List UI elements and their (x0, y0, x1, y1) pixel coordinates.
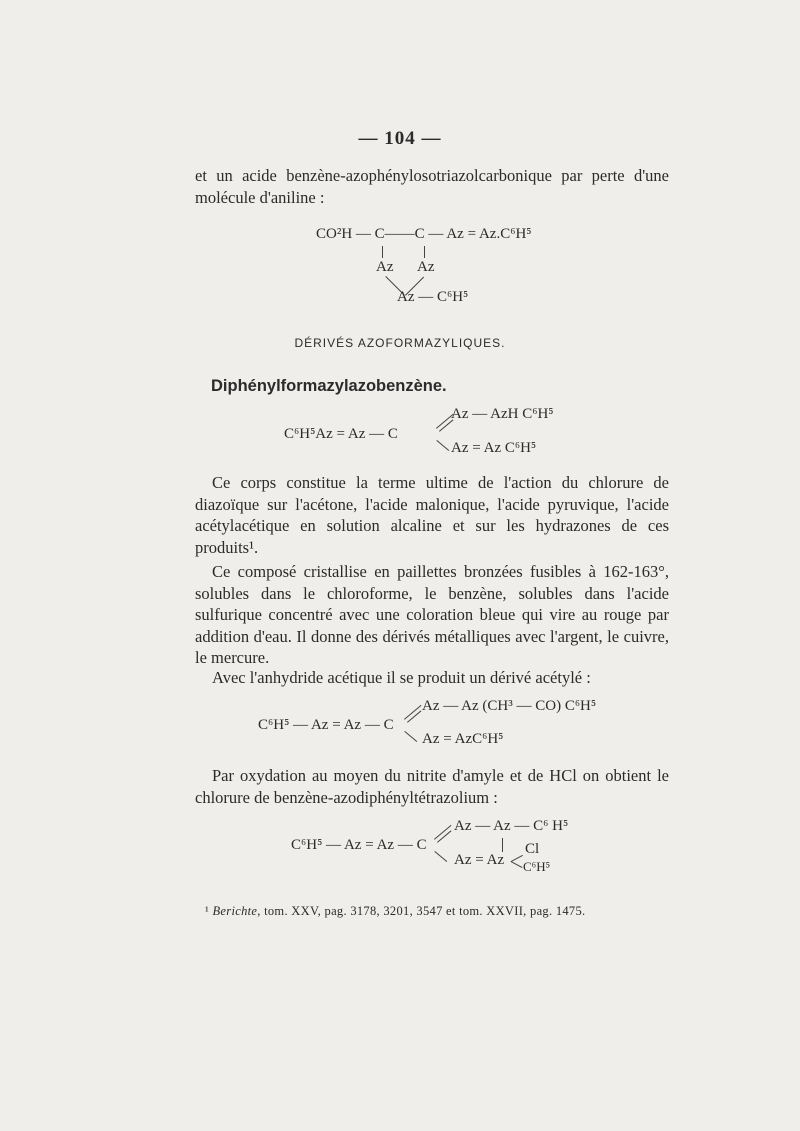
formula3-bottom: Az = AzC⁶H⁵ (422, 731, 504, 747)
bond-line (404, 731, 417, 742)
formula1-az-left: Az (376, 259, 394, 275)
formula2-top: Az — AzH C⁶H⁵ (451, 406, 554, 422)
bond-line (437, 830, 451, 842)
formula4-cl: Cl (525, 841, 540, 857)
compound-title: Diphénylformazylazobenzène. (211, 377, 447, 395)
double-bond-right (424, 246, 426, 258)
formula1-row3: Az — C⁶H⁵ (397, 289, 469, 305)
formula4-top: Az — Az — C⁶ H⁵ (454, 818, 569, 834)
paragraph-oxidation: Par oxydation au moyen du nitrite d'amyle et de HCl on obtient le chlorure de benzène-azodiphényltétrazolium : (195, 766, 669, 807)
formula1-az-right: Az (417, 259, 435, 275)
bond-line (434, 851, 447, 862)
formula4-bottom: Az = Az (454, 852, 505, 868)
footnote-text: , tom. XXV, pag. 3178, 3201, 3547 et tom. XXVII, pag. 1475. (257, 904, 586, 918)
bond-line (436, 440, 449, 451)
footnote-journal: Berichte (212, 904, 258, 918)
footnote-mark: ¹ (205, 904, 210, 918)
page-number: — 104 — (358, 128, 442, 149)
formula1-row1: CO²H — C——C — Az = Az.C⁶H⁵ (316, 226, 532, 242)
formula3-top: Az — Az (CH³ — CO) C⁶H⁵ (422, 698, 597, 714)
bond-line (407, 710, 421, 722)
formula3-left: C⁶H⁵ — Az = Az — C (258, 717, 394, 733)
formula2-left: C⁶H⁵Az = Az — C (284, 426, 398, 442)
paragraph-acetyl: Avec l'anhydride acétique il se produit un dérivé acétylé : (212, 668, 591, 687)
bond-line (511, 861, 523, 868)
bond-line (502, 838, 503, 852)
paragraph-properties: Ce composé cristallise en paillettes bronzées fusibles à 162-163°, solubles dans le chloroforme, le benzène, solubles dans l'acide sulfurique concentré avec une coloration bleue qui vire au rouge par addition d'eau. Il donne des dérivés métalliques avec l'argent, le cuivre, le mercure. (195, 562, 669, 667)
section-heading: DÉRIVÉS AZOFORMAZYLIQUES. (294, 336, 506, 350)
double-bond-left (382, 246, 384, 258)
intro-text: et un acide benzène-azophénylosotriazolcarbonique par perte d'une molécule d'aniline : (195, 166, 669, 207)
formula4-left: C⁶H⁵ — Az = Az — C (291, 837, 427, 853)
formula4-c6h5: C⁶H⁵ (523, 859, 551, 874)
footnote (205, 904, 585, 919)
formula2-bottom: Az = Az C⁶H⁵ (451, 440, 537, 456)
bond-line (511, 855, 523, 862)
paragraph-origin: Ce corps constitue la terme ultime de l'action du chlorure de diazoïque sur l'acétone, l'acide malonique, l'acide pyruvique, l'acide acétylacétique en solution alcaline et sur les hydrazones de ces produits¹. (195, 473, 669, 557)
